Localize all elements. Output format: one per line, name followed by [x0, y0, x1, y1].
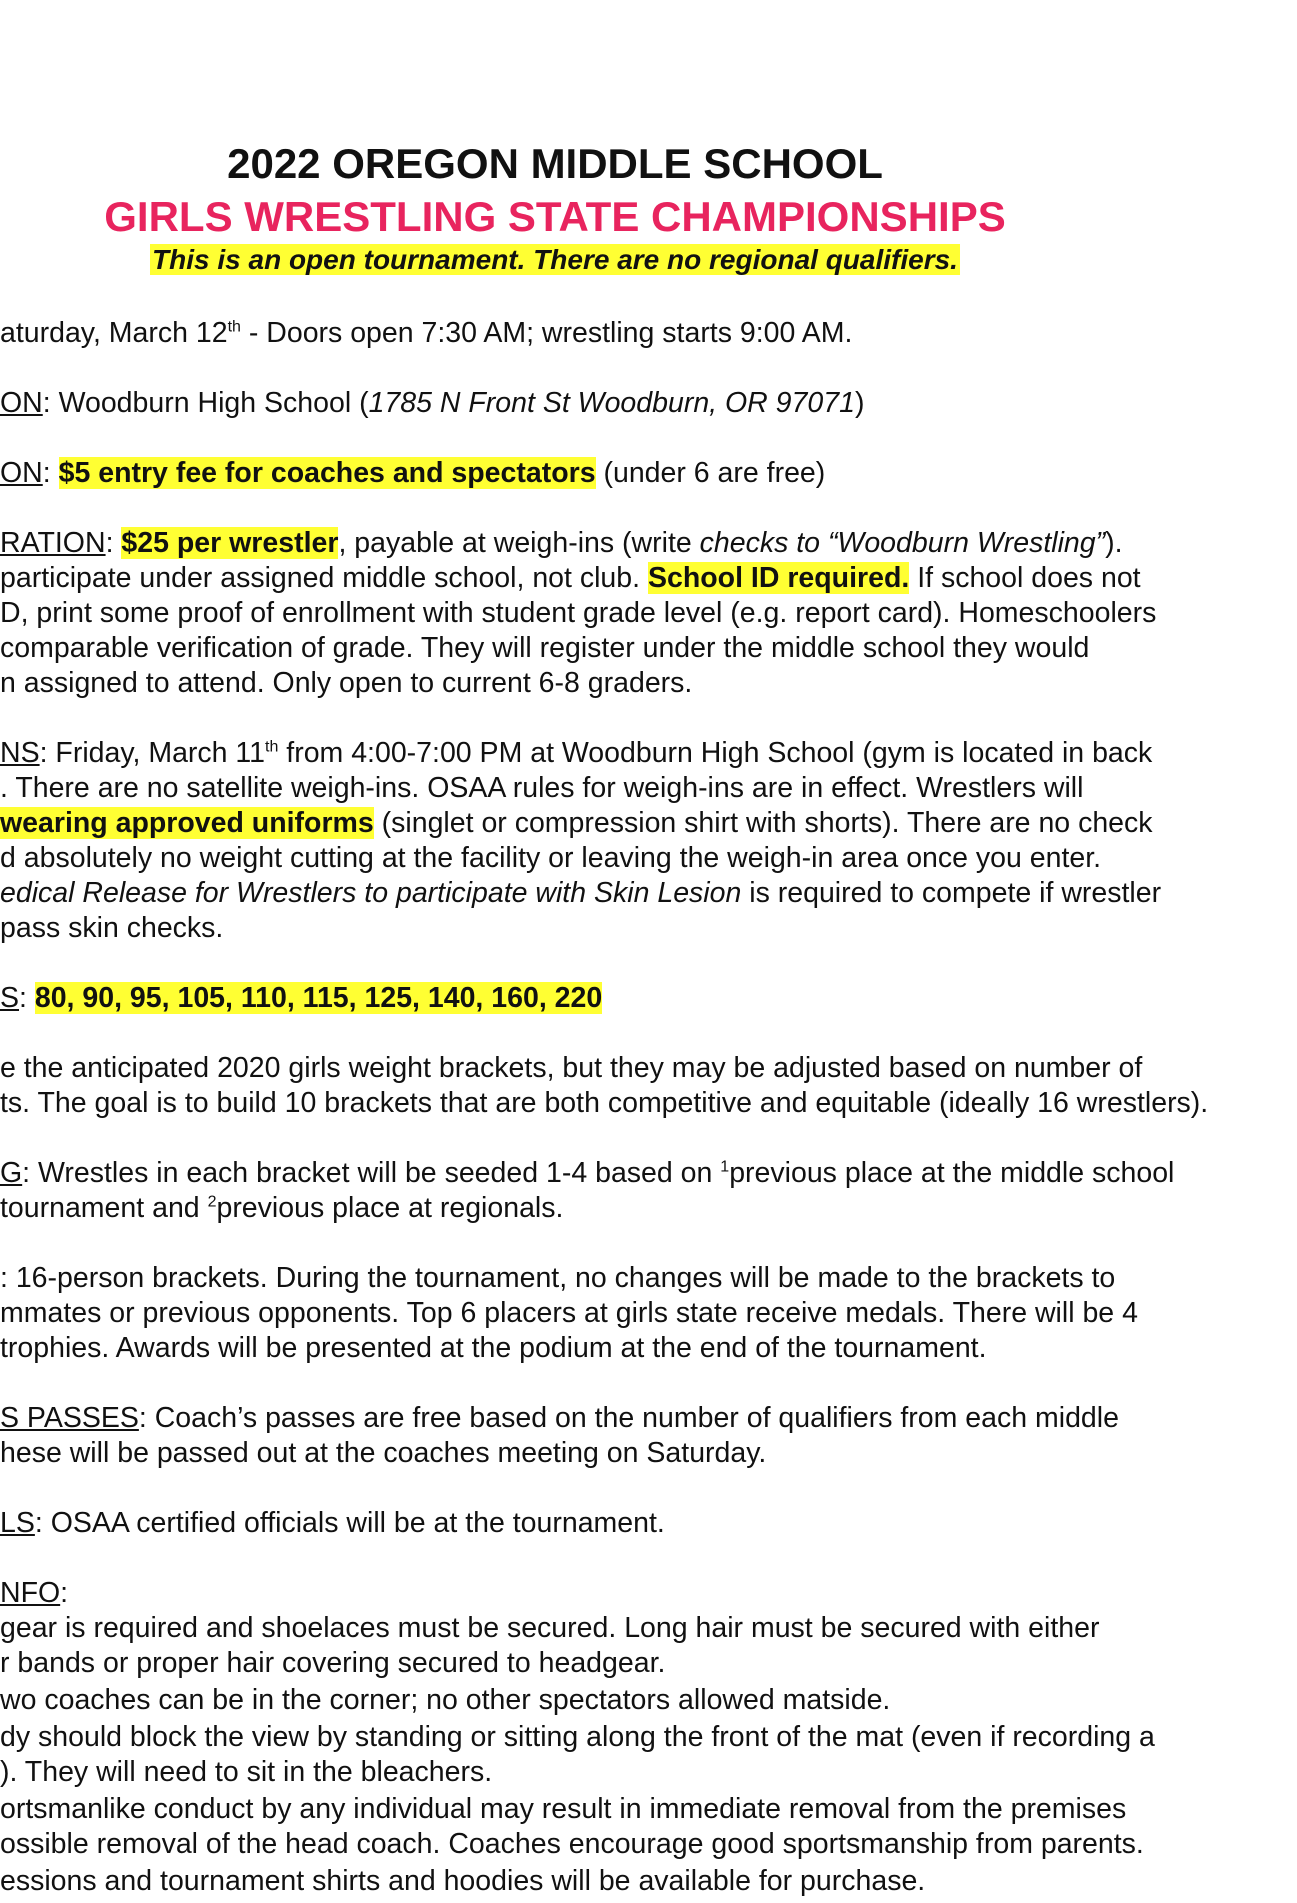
weighins-sup: th [265, 738, 279, 756]
format-line-3: trophies. Awards will be presented at the podium at the end of the tournament. [0, 1332, 987, 1364]
weight-classes: 80, 90, 95, 105, 110, 115, 125, 140, 160, 220 [34, 982, 603, 1014]
registration-line-2 [0, 561, 1141, 596]
officials-line [0, 1506, 665, 1541]
officials-text: : OSAA certified officials will be at the tournament. [34, 1507, 665, 1539]
brackets-note-line-2: ts. The goal is to build 10 brackets that are both competitive and equitable (ideally 16 wrestlers). [0, 1087, 1209, 1119]
weighins-line-6: pass skin checks. [0, 912, 224, 944]
weighins-label: NS [0, 737, 40, 769]
registration-checks: checks to “Woodburn Wrestling” [699, 527, 1106, 559]
medical-release: edical Release for Wrestlers to participate with Skin Lesion [0, 877, 742, 909]
registration-line-1 [0, 526, 1123, 561]
seeding-line-2b: previous place at regionals. [216, 1192, 564, 1224]
format-line-1: : 16-person brackets. During the tournament, no changes will be made to the brackets to [0, 1262, 1116, 1294]
admission-label: ON [0, 457, 43, 489]
registration-text-2: ). [1105, 527, 1123, 559]
coach-passes-label: S PASSES [0, 1402, 139, 1434]
weighins-line-1 [0, 736, 1152, 771]
seeding-line-1 [0, 1156, 1174, 1191]
coach-passes-text: : Coach’s passes are free based on the number of qualifiers from each middle [138, 1402, 1119, 1434]
info-line: essions and tournament shirts and hoodies will be available for purchase. [0, 1865, 926, 1897]
location-text: : Woodburn High School ( [42, 387, 369, 419]
title-line-1: 2022 OREGON MIDDLE SCHOOL [227, 140, 883, 187]
subtitle [0, 244, 1110, 276]
registration-text-1: , payable at weigh-ins (write [338, 527, 700, 559]
info-heading [0, 1576, 68, 1611]
registration-line-2b: If school does not [909, 562, 1141, 594]
location-address: 1785 N Front St Woodburn, OR 97071 [368, 387, 855, 419]
coach-passes-line-2: hese will be passed out at the coaches meeting on Saturday. [0, 1437, 767, 1469]
seeding-line-2a: tournament and [0, 1192, 208, 1224]
info-line: ortsmanlike conduct by any individual may result in immediate removal from the premises [0, 1793, 1127, 1825]
date-rest: - Doors open 7:30 AM; wrestling starts 9:00 AM. [240, 317, 853, 349]
registration-line-2a: participate under assigned middle school, not club. [0, 562, 648, 594]
seeding-sup-1: 1 [720, 1158, 730, 1176]
admission-line [0, 456, 825, 491]
info-line: dy should block the view by standing or sitting along the front of the mat (even if recording a [0, 1721, 1155, 1753]
seeding-sup-2: 2 [207, 1193, 217, 1211]
registration-line-5: n assigned to attend. Only open to current 6-8 graders. [0, 667, 693, 699]
location-line [0, 386, 864, 421]
info-line: ossible removal of the head coach. Coaches encourage good sportsmanship from parents. [0, 1828, 1144, 1860]
weighins-line-1b: from 4:00-7:00 PM at Woodburn High School (gym is located in back [278, 737, 1153, 769]
weighins-line-5-rest: is required to compete if wrestler [741, 877, 1162, 909]
registration-colon: : [105, 527, 122, 559]
date-lead: aturday, March 12 [0, 317, 228, 349]
weighins-line-1a: : Friday, March 11 [39, 737, 266, 769]
registration-fee: $25 per wrestler [121, 527, 339, 559]
weighins-line-2: . There are no satellite weigh-ins. OSAA rules for weigh-ins are in effect. Wrestlers will [0, 772, 1084, 804]
school-id-required: School ID required. [647, 562, 910, 594]
location-close: ) [854, 387, 865, 419]
weights-colon: : [19, 982, 35, 1014]
coach-passes-line-1 [0, 1401, 1119, 1436]
seeding-label: G [0, 1157, 23, 1189]
brackets-note-line-1: e the anticipated 2020 girls weight brackets, but they may be adjusted based on number of [0, 1052, 1143, 1084]
approved-uniforms: wearing approved uniforms [0, 807, 374, 839]
info-label: NFO [0, 1577, 61, 1609]
info-line: gear is required and shoelaces must be secured. Long hair must be secured with either [0, 1612, 1100, 1644]
info-line: ). They will need to sit in the bleachers. [0, 1756, 493, 1788]
weights-line [0, 981, 602, 1016]
location-label: ON [0, 387, 43, 419]
info-line: wo coaches can be in the corner; no other spectators allowed matside. [0, 1684, 891, 1716]
date-sup: th [227, 318, 241, 336]
subtitle-highlight: This is an open tournament. There are no regional qualifiers. [152, 244, 958, 275]
info-colon: : [60, 1577, 69, 1609]
admission-rest: (under 6 are free) [595, 457, 826, 489]
registration-label: RATION [0, 527, 106, 559]
weighins-line-3b: (singlet or compression shirt with shorts). There are no check [373, 807, 1153, 839]
seeding-line-1b: previous place at the middle school [729, 1157, 1175, 1189]
title-line-2: GIRLS WRESTLING STATE CHAMPIONSHIPS [104, 193, 1006, 240]
officials-label: LS [0, 1507, 35, 1539]
weights-label: S [0, 982, 20, 1014]
date-line [0, 316, 852, 351]
weighins-line-3 [0, 806, 1153, 841]
info-line: r bands or proper hair covering secured to headgear. [0, 1647, 666, 1679]
registration-line-3: D, print some proof of enrollment with student grade level (e.g. report card). Homeschoolers [0, 597, 1157, 629]
format-line-2: mmates or previous opponents. Top 6 placers at girls state receive medals. There will be 4 [0, 1297, 1138, 1329]
registration-line-4: comparable verification of grade. They will register under the middle school they would [0, 632, 1090, 664]
admission-colon: : [42, 457, 59, 489]
seeding-line-1a: : Wrestles in each bracket will be seeded 1-4 based on [22, 1157, 721, 1189]
admission-highlight: $5 entry fee for coaches and spectators [58, 457, 596, 489]
weighins-line-5 [0, 876, 1161, 911]
seeding-line-2 [0, 1191, 563, 1226]
weighins-line-4: d absolutely no weight cutting at the facility or leaving the weigh-in area once you enter. [0, 842, 1102, 874]
